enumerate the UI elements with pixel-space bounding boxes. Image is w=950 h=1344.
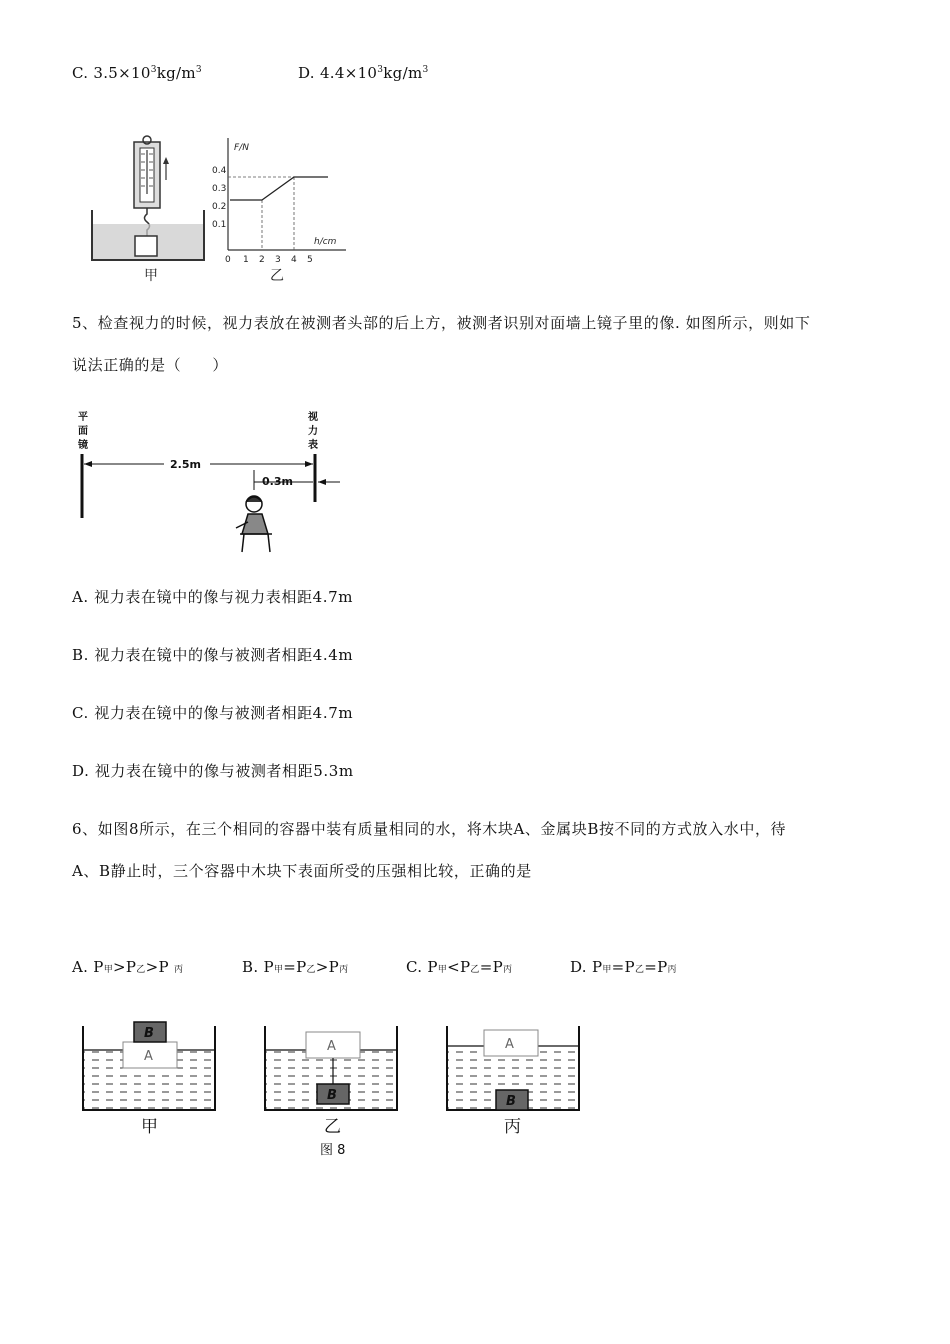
spring-balance-diagram	[92, 136, 204, 284]
force-depth-graph	[212, 138, 346, 284]
block-b-label: B	[327, 1088, 337, 1103]
q6-option-a: A. P甲>P乙>P 丙	[72, 958, 184, 976]
block-a-label: A	[505, 1037, 514, 1052]
y-tick: 0.2	[212, 202, 227, 212]
distance-small: 0.3m	[262, 475, 293, 488]
x-tick: 1	[243, 255, 249, 265]
block-a-label: A	[327, 1039, 336, 1054]
distance-total: 2.5m	[170, 458, 201, 471]
q4-option-c: C. $3.5\times 10^3kg/m^3$	[72, 64, 202, 82]
x-tick: 4	[291, 255, 297, 265]
caption-bing: 丙	[504, 1117, 521, 1137]
q5-option-b: B. 视力表在镜中的像与被测者相距4.4m	[72, 646, 354, 664]
chart-label-char: 力	[308, 426, 318, 437]
q5-option-d: D. 视力表在镜中的像与被测者相距5.3m	[72, 762, 354, 780]
caption-jia: 甲	[141, 1117, 158, 1137]
x-axis-label: h/cm	[314, 237, 337, 247]
seated-person-icon	[236, 496, 272, 552]
mirror-label-char: 镜	[78, 440, 88, 451]
mirror-label-char: 面	[78, 426, 88, 437]
q5-stem-line2: 说法正确的是（ ）	[72, 356, 229, 374]
y-tick: 0.4	[212, 166, 227, 176]
container-jia	[83, 1022, 215, 1137]
y-tick: 0.1	[212, 220, 227, 230]
eye-test-figure	[72, 406, 348, 560]
q5-stem-line1: 5、检查视力的时候，视力表放在被测者头部的后上方，被测者识别对面墙上镜子里的像. 如图所示，则如下	[72, 314, 811, 332]
block-b-label: B	[144, 1026, 154, 1041]
figure-8	[76, 1016, 586, 1162]
y-tick: 0.3	[212, 184, 227, 194]
block-a-label: A	[144, 1049, 153, 1064]
mirror-label-char: 平	[78, 412, 88, 423]
left-caption: 甲	[144, 268, 158, 284]
caption-yi: 乙	[324, 1117, 341, 1137]
x-tick: 3	[275, 255, 281, 265]
q4-option-d: D. $4.4\times 10^3kg/m^3$	[298, 64, 429, 82]
q6-option-b: B. P甲=P乙>P丙	[242, 958, 349, 976]
container-yi	[265, 1026, 397, 1158]
q6-option-d: D. P甲=P乙=P丙	[570, 958, 677, 976]
x-tick: 5	[307, 255, 313, 265]
figure-title: 图 8	[320, 1143, 346, 1158]
q6-option-c: C. P甲<P乙=P丙	[406, 958, 513, 976]
spring-balance-figure	[88, 132, 348, 288]
right-caption: 乙	[270, 268, 284, 284]
container-bing	[447, 1026, 579, 1137]
q6-stem-line2: A、B静止时，三个容器中木块下表面所受的压强相比较，正确的是	[72, 862, 532, 880]
x-tick: 2	[259, 255, 265, 265]
chart-label-char: 表	[308, 440, 318, 451]
q5-option-c: C. 视力表在镜中的像与被测者相距4.7m	[72, 704, 354, 722]
block-b-label: B	[506, 1094, 516, 1109]
q5-option-a: A. 视力表在镜中的像与视力表相距4.7m	[72, 588, 354, 606]
q6-stem-line1: 6、如图8所示，在三个相同的容器中装有质量相同的水，将木块A、金属块B按不同的方式放入水中，待	[72, 820, 787, 838]
x-tick: 0	[225, 255, 231, 265]
chart-label-char: 视	[308, 412, 318, 423]
y-axis-label: F/N	[234, 143, 249, 153]
